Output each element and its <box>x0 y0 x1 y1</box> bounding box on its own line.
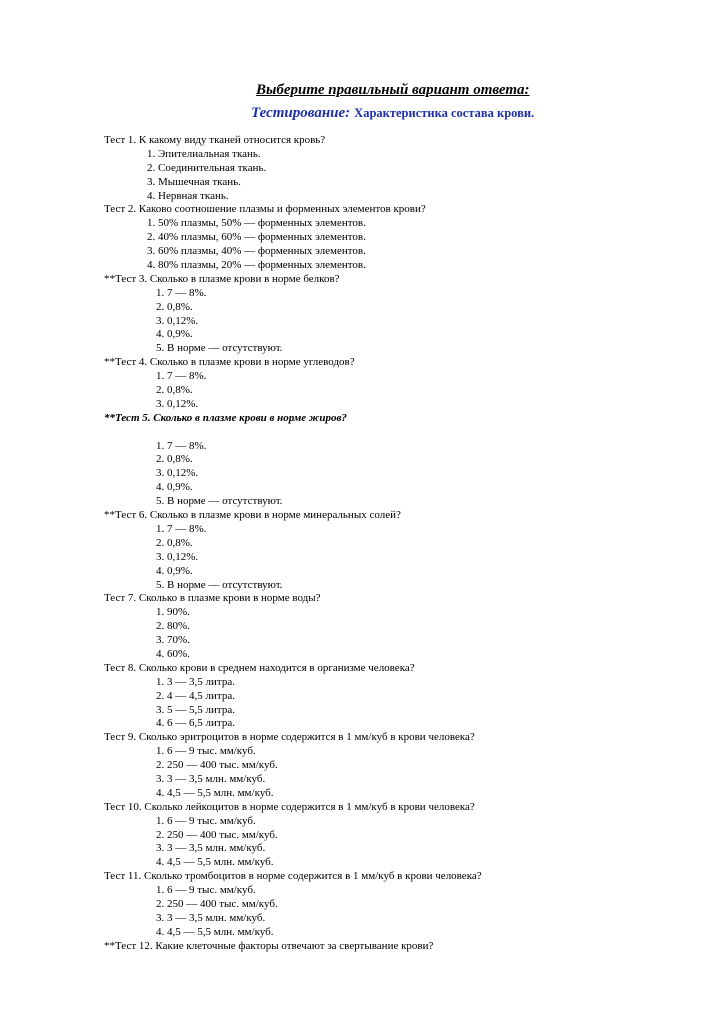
answer-option: 2. 0,8%. <box>156 453 193 466</box>
answer-option: 1. 6 — 9 тыс. мм/куб. <box>156 745 256 758</box>
test-question: Тест 9. Сколько эритроцитов в норме содержится в 1 мм/куб в крови человека? <box>104 731 475 744</box>
answer-option: 1. 7 — 8%. <box>156 370 207 383</box>
answer-option: 2. 4 — 4,5 литра. <box>156 689 235 702</box>
answer-option: 4. 4,5 — 5,5 млн. мм/куб. <box>156 856 274 869</box>
test-question: Тест 1. К какому виду тканей относится кровь? <box>104 134 326 146</box>
test-item <box>104 731 704 800</box>
answer-option: 1. 6 — 9 тыс. мм/куб. <box>156 814 256 827</box>
test-question: Тест 2. Каково соотношение плазмы и форменных элементов крови? <box>104 203 426 216</box>
subtitle-label: Тестирование: <box>251 105 351 121</box>
answer-option: 3. Мышечная ткань. <box>147 175 241 188</box>
answer-option: 3. 5 — 5,5 литра. <box>156 703 235 716</box>
answer-option: 4. 60%. <box>156 647 190 660</box>
test-question: Тест 7. Сколько в плазме крови в норме воды? <box>104 592 321 605</box>
answer-option: 4. 4,5 — 5,5 млн. мм/куб. <box>156 786 274 799</box>
answer-option: 4. 80% плазмы, 20% — форменных элементов. <box>147 259 366 272</box>
answer-option: 4. 0,9%. <box>156 328 193 341</box>
test-item <box>104 870 704 939</box>
test-item <box>104 203 704 272</box>
test-item <box>104 592 704 661</box>
answer-option: 2. 250 — 400 тыс. мм/куб. <box>156 828 278 841</box>
answer-option: 3. 0,12%. <box>156 314 199 327</box>
answer-option: 3. 0,12%. <box>156 397 199 410</box>
test-item <box>104 412 704 509</box>
answer-option: 1. 6 — 9 тыс. мм/куб. <box>156 884 256 897</box>
test-item <box>104 134 704 203</box>
answer-option: 3. 70%. <box>156 634 190 647</box>
answer-option: 5. В норме — отсутствуют. <box>156 342 283 355</box>
answer-option: 2. 40% плазмы, 60% — форменных элементов. <box>147 231 366 244</box>
answer-option: 2. Соединительная ткань. <box>147 161 267 174</box>
test-item <box>104 273 704 356</box>
answer-option: 3. 0,12%. <box>156 467 199 480</box>
answer-option: 3. 60% плазмы, 40% — форменных элементов. <box>147 245 366 258</box>
answer-option: 2. 0,8%. <box>156 300 193 313</box>
answer-option: 1. 90%. <box>156 606 190 619</box>
page-subtitle <box>251 104 534 122</box>
test-item <box>104 356 704 412</box>
answer-option: 5. В норме — отсутствуют. <box>156 578 283 591</box>
test-question: **Тест 4. Сколько в плазме крови в норме углеводов? <box>104 356 355 369</box>
answer-option: 1. 7 — 8%. <box>156 439 207 452</box>
answer-option: 1. 50% плазмы, 50% — форменных элементов. <box>147 217 366 230</box>
answer-option: 1. 3 — 3,5 литра. <box>156 675 235 688</box>
answer-option: 1. 7 — 8%. <box>156 522 207 535</box>
answer-option: 4. 4,5 — 5,5 млн. мм/куб. <box>156 925 274 938</box>
test-question: Тест 8. Сколько крови в среднем находится в организме человека? <box>104 661 415 674</box>
page-title: Выберите правильный вариант ответа: <box>256 82 530 98</box>
subtitle-period: . <box>531 106 535 120</box>
subtitle-topic: Характеристика состава крови <box>354 106 532 120</box>
test-item <box>104 940 704 954</box>
test-item <box>104 509 704 592</box>
test-item <box>104 801 704 870</box>
answer-option: 4. 0,9%. <box>156 564 193 577</box>
test-item <box>104 662 704 731</box>
answer-option: 4. 6 — 6,5 литра. <box>156 717 235 730</box>
answer-option: 3. 3 — 3,5 млн. мм/куб. <box>156 911 266 924</box>
test-question: Тест 10. Сколько лейкоцитов в норме содержится в 1 мм/куб в крови человека? <box>104 800 475 813</box>
answer-option: 3. 0,12%. <box>156 550 199 563</box>
answer-option: 2. 0,8%. <box>156 384 193 397</box>
answer-option: 5. В норме — отсутствуют. <box>156 495 283 508</box>
answer-option: 4. Нервная ткань. <box>147 189 229 202</box>
answer-option: 1. 7 — 8%. <box>156 286 207 299</box>
answer-option: 2. 0,8%. <box>156 536 193 549</box>
answer-option: 3. 3 — 3,5 млн. мм/куб. <box>156 772 266 785</box>
test-question: **Тест 5. Сколько в плазме крови в норме жиров? <box>104 411 347 424</box>
answer-option: 2. 250 — 400 тыс. мм/куб. <box>156 897 278 910</box>
answer-option: 2. 80%. <box>156 620 190 633</box>
test-question: Тест 11. Сколько тромбоцитов в норме содержится в 1 мм/куб в крови человека? <box>104 870 482 883</box>
answer-option: 3. 3 — 3,5 млн. мм/куб. <box>156 842 266 855</box>
test-question: **Тест 6. Сколько в плазме крови в норме минеральных солей? <box>104 509 401 522</box>
answer-option: 4. 0,9%. <box>156 481 193 494</box>
test-list <box>104 134 704 954</box>
test-question: **Тест 12. Какие клеточные факторы отвечают за свертывание крови? <box>104 939 434 952</box>
answer-option: 1. Эпителиальная ткань. <box>147 147 261 160</box>
test-question: **Тест 3. Сколько в плазме крови в норме белков? <box>104 272 340 285</box>
answer-option: 2. 250 — 400 тыс. мм/куб. <box>156 759 278 772</box>
